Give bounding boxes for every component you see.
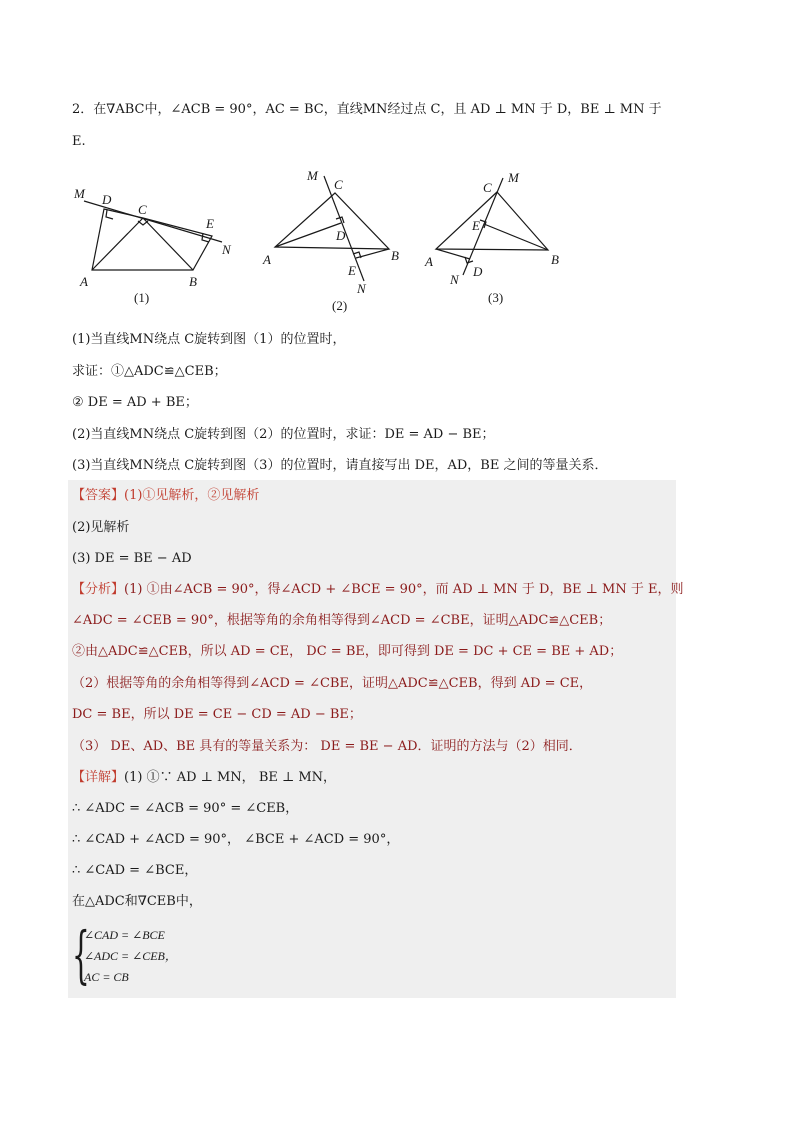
fig3-label-M: M: [508, 170, 519, 185]
analysis-line-5: DC = BE，所以 DE = CE − CD = AD − BE；: [72, 707, 362, 722]
fig1-label-A: A: [80, 274, 88, 289]
question-1: (1)当直线MN绕点 C旋转到图（1）的位置时，: [72, 332, 346, 347]
fig3-label-E: E: [472, 218, 480, 233]
system-row-1: ∠CAD = ∠BCE: [84, 928, 165, 942]
problem-line-2: E.: [72, 134, 86, 149]
fig1-label-C: C: [138, 202, 147, 217]
fig1-label-E: E: [206, 216, 214, 231]
analysis-line-1: [72, 581, 683, 599]
answer-line-1: [72, 487, 259, 505]
fig3-label-C: C: [483, 180, 492, 195]
fig2-label-C: C: [334, 177, 343, 192]
fig3-label-D: D: [473, 264, 483, 279]
detail-line-1: [72, 769, 336, 787]
fig1-caption: (1): [134, 290, 150, 305]
problem-line-1: 2．在∇ABC中，∠ACB = 90°，AC = BC，直线MN经过点 C，且 AD ⊥ MN 于 D，BE ⊥ MN 于: [72, 102, 662, 117]
answer-line-3: (3) DE = BE − AD: [72, 551, 192, 566]
fig3-label-A: A: [425, 254, 433, 269]
figure-3-labels: [424, 170, 559, 305]
question-1-part-2: ② DE = AD + BE；: [72, 395, 198, 410]
fig2-label-E: E: [348, 263, 356, 278]
fig1-label-D: D: [102, 192, 112, 207]
fig3-label-B: B: [551, 252, 559, 267]
analysis-line-3: ②由△ADC≌△CEB，所以 AD = CE， DC = BE，即可得到 DE = DC + CE = BE + AD；: [72, 644, 623, 659]
analysis-line-4: （2）根据等角的余角相等得到∠ACD = ∠CBE，证明△ADC≌△CEB，得到 AD = CE，: [72, 676, 593, 691]
detail-line-5: 在△ADC和∇CEB中，: [72, 894, 202, 909]
detail-tag: 【详解】: [72, 770, 125, 785]
system-row-2: ∠ADC = ∠CEB，: [84, 949, 177, 963]
brace-symbol: {: [72, 918, 90, 991]
geometry-figures: [0, 162, 794, 332]
fig1-label-B: B: [189, 274, 197, 289]
equation-system: [72, 918, 272, 994]
analysis-line-6: （3） DE、AD、BE 具有的等量关系为： DE = BE − AD．证明的方法与（2）相同．: [72, 739, 582, 754]
figure-3: [436, 178, 548, 275]
analysis-tag: 【分析】: [72, 582, 125, 597]
fig2-caption: (2): [332, 298, 348, 313]
analysis-line-2: ∠ADC = ∠CEB = 90°，根据等角的余角相等得到∠ACD = ∠CBE，证明△ADC≌△CEB；: [72, 613, 612, 628]
detail-line-3: ∴ ∠CAD + ∠ACD = 90°， ∠BCE + ∠ACD = 90°，: [72, 832, 400, 847]
analysis-text-1: (1) ①由∠ACB = 90°，得∠ACD + ∠BCE = 90°，而 AD ⊥ MN 于 D，BE ⊥ MN 于 E，则: [124, 582, 684, 597]
question-1-prove: 求证：①△ADC≌△CEB；: [72, 364, 227, 379]
fig2-label-N: N: [357, 281, 366, 296]
fig3-caption: (3): [488, 290, 504, 305]
question-2: (2)当直线MN绕点 C旋转到图（2）的位置时，求证：DE = AD − BE；: [72, 427, 495, 442]
detail-text-1: (1) ①∵ AD ⊥ MN， BE ⊥ MN，: [124, 770, 337, 785]
fig2-label-D: D: [336, 228, 346, 243]
system-row-3: AC = CB: [84, 970, 129, 984]
figure-2: [275, 176, 389, 281]
answer-1: (1)①见解析，②见解析: [124, 488, 260, 503]
detail-line-2: ∴ ∠ADC = ∠ACB = 90° = ∠CEB，: [72, 801, 299, 816]
fig2-label-A: A: [263, 252, 271, 267]
fig2-label-B: B: [391, 248, 399, 263]
fig1-label-M: M: [74, 186, 85, 201]
answer-line-2: (2)见解析: [72, 520, 130, 535]
fig1-label-N: N: [222, 242, 231, 257]
answer-tag: 【答案】: [72, 488, 125, 503]
detail-line-4: ∴ ∠CAD = ∠BCE，: [72, 863, 198, 878]
question-3: (3)当直线MN绕点 C旋转到图（3）的位置时，请直接写出 DE，AD，BE 之间的等量关系．: [72, 458, 608, 473]
figure-1: [84, 201, 222, 270]
fig2-label-M: M: [307, 168, 318, 183]
fig3-label-N: N: [450, 272, 459, 287]
